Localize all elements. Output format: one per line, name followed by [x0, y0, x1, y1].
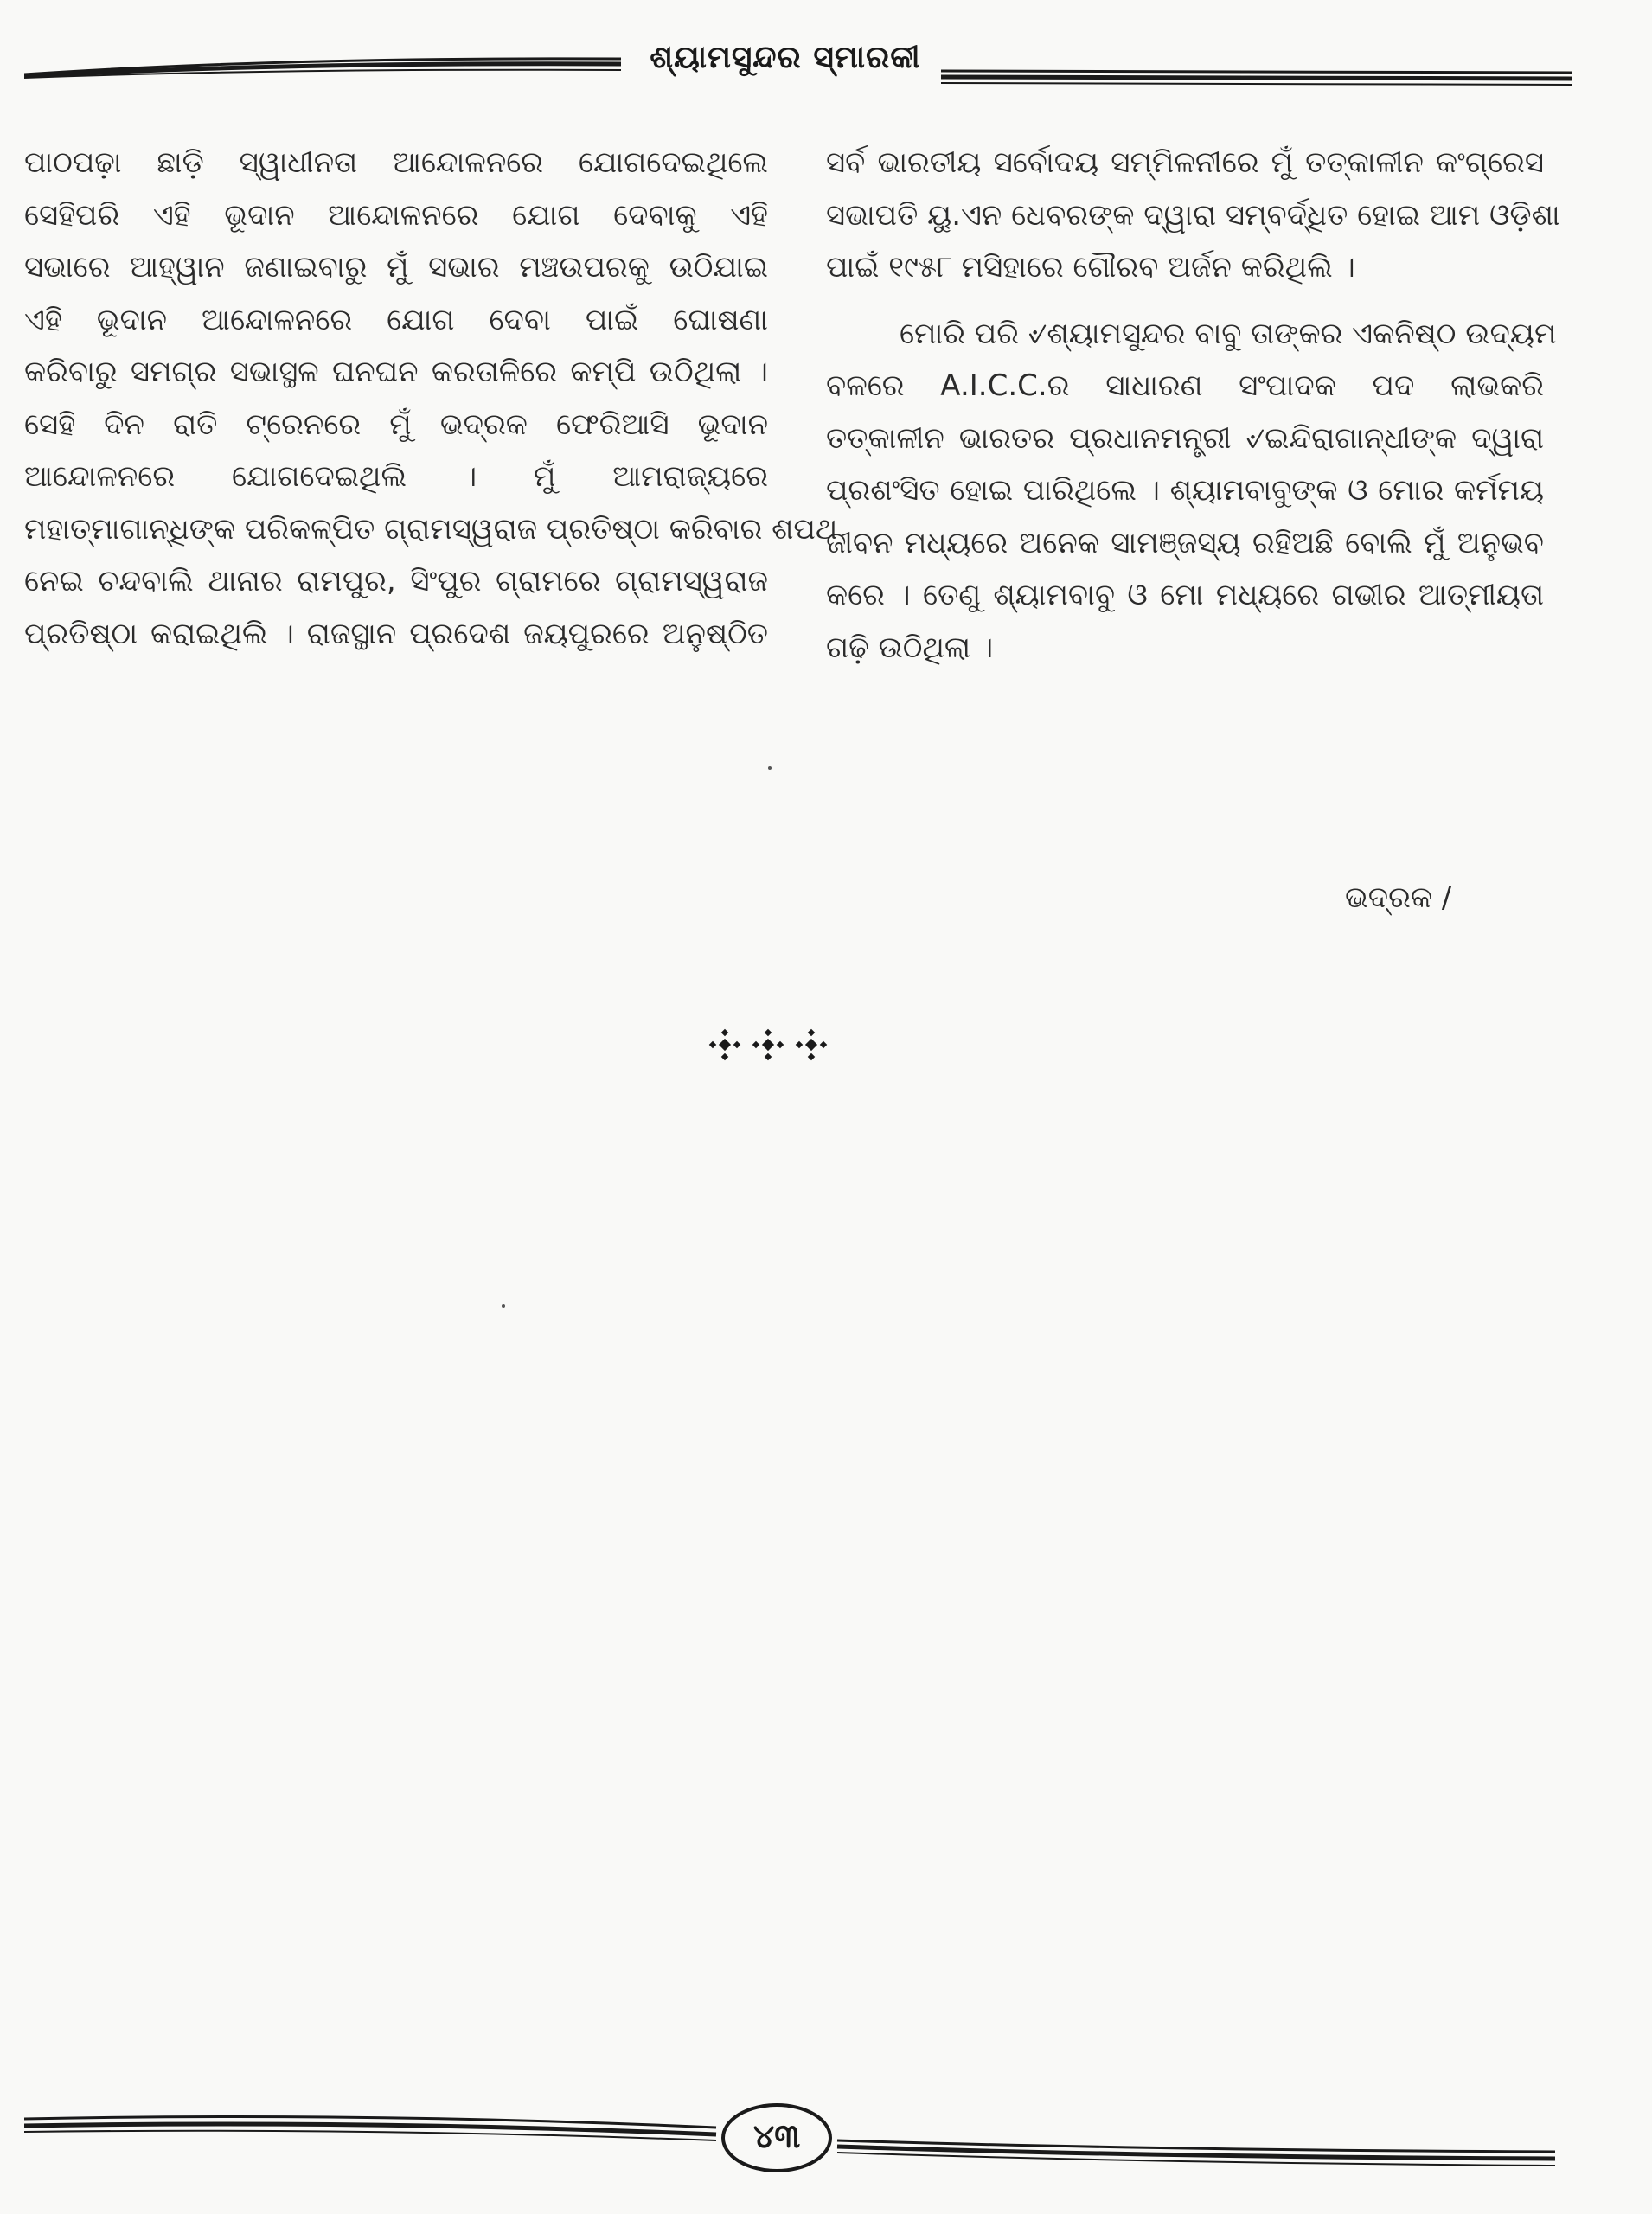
- text-line: ସର୍ବ ଭାରତୀୟ ସର୍ବୋଦୟ ସମ୍ମିଳନୀରେ ମୁଁ ତତ୍କାଳୀନ କଂଗ୍ରେସ: [826, 145, 1544, 180]
- text-line: ସେହିପରି ଏହି ଭୂଦାନ ଆନ୍ଦୋଳନରେ ଯୋଗ ଦେବାକୁ ଏହି: [24, 197, 768, 233]
- text-line: ଗଢ଼ି ଉଠିଥିଲା ।: [826, 630, 994, 665]
- text-line: ମହାତ୍ମାଗାନ୍ଧିଙ୍କ ପରିକଳ୍ପିତ ଗ୍ରାମସ୍ୱରାଜ ପ୍ରତିଷ୍ଠା କରିବାର ଶପଥ: [24, 511, 838, 547]
- text-line: ସେହି ଦିନ ରାତି ଟ୍ରେନରେ ମୁଁ ଭଦ୍ରକ ଫେରିଆସି ଭୂଦାନ: [24, 406, 768, 442]
- speck: [768, 766, 772, 770]
- right-column: [826, 137, 1560, 674]
- text-line: ପାଠପଢ଼ା ଛାଡ଼ି ସ୍ୱାଧୀନତା ଆନ୍ଦୋଳନରେ ଯୋଗଦେଇଥିଲେ: [24, 145, 768, 180]
- text-line: ବଳରେ A.I.C.C.ର ସାଧାରଣ ସଂପାଦକ ପଦ ଲାଭକରି: [826, 368, 1544, 403]
- text-line: ସଭାରେ ଆହ୍ୱାନ ଜଣାଇବାରୁ ମୁଁ ସଭାର ମଞ୍ଚଉପରକୁ ଉଠିଯାଇ: [24, 250, 768, 285]
- text-line: ନେଇ ଚନ୍ଦବାଲି ଥାନାର ରାମପୁର, ସିଂପୁର ଗ୍ରାମରେ ଗ୍ରାମସ୍ୱରାଜ: [24, 564, 768, 598]
- header-title: ଶ୍ୟାମସୁନ୍ଦର ସ୍ମାରକୀ: [650, 40, 921, 75]
- paragraph-gap: [826, 294, 1544, 308]
- text-line: ମୋରି ପରି ୰ଶ୍ୟାମସୁନ୍ଦର ବାବୁ ତାଙ୍କର ଏକନିଷ୍ଠ ଉଦ୍ୟମ: [900, 316, 1557, 351]
- paragraph-1: [826, 137, 1560, 294]
- text-line: ଜୀବନ ମଧ୍ୟରେ ଅନେକ ସାମଞ୍ଜସ୍ୟ ରହିଅଛି ବୋଲି ମୁଁ ଅନୁଭବ: [826, 525, 1544, 560]
- text-line: କରିବାରୁ ସମଗ୍ର ସଭାସ୍ଥଳ ଘନଘନ କରତାଳିରେ କମ୍ପି ଉଠିଥିଲା ।: [24, 355, 768, 389]
- text-line: ପ୍ରତିଷ୍ଠା କରାଇଥିଲି । ରାଜସ୍ଥାନ ପ୍ରଦେଶ ଜୟପୁରରେ ଅନୁଷ୍ଠିତ: [24, 616, 768, 651]
- text-line: କରେ । ତେଣୁ ଶ୍ୟାମବାବୁ ଓ ମୋ ମଧ୍ୟରେ ଗଭୀର ଆତ୍ମୀୟତା: [826, 578, 1544, 612]
- text-line: ତତ୍କାଳୀନ ଭାରତର ପ୍ରଧାନମନ୍ତ୍ରୀ ୰ଇନ୍ଦିରାଗାନ୍ଧୀଙ୍କ ଦ୍ୱାରା: [826, 420, 1544, 456]
- left-column: [24, 137, 838, 660]
- page-number: ୪୩: [752, 2117, 801, 2155]
- text-line: ଆନ୍ଦୋଳନରେ ଯୋଗଦେଇଥିଲି । ମୁଁ ଆମରାଜ୍ୟରେ: [24, 459, 768, 494]
- text-line: ସଭାପତି ୟୁ.ଏନ ଧେବରଙ୍କ ଦ୍ୱାରା ସମ୍ବର୍ଦ୍ଧିତ ହୋଇ ଆମ ଓଡ଼ିଶା: [826, 197, 1560, 233]
- signoff-place: ଭଦ୍ରକ /: [1345, 880, 1452, 915]
- text-line: ପ୍ରଶଂସିତ ହୋଇ ପାରିଥିଲେ । ଶ୍ୟାମବାବୁଙ୍କ ଓ ମୋର କର୍ମମୟ: [826, 473, 1544, 508]
- header-rule-right: [941, 67, 1572, 93]
- text-line: ଏହି ଭୂଦାନ ଆନ୍ଦୋଳନରେ ଯୋଗ ଦେବା ପାଇଁ ଘୋଷଣା: [24, 302, 768, 337]
- header-rule-left: [24, 54, 621, 80]
- paragraph-2: [826, 308, 1557, 675]
- page-footer: [24, 2093, 1555, 2188]
- text-line: ପାଇଁ ୧୯୫୮ ମସିହାରେ ଗୌରବ ଅର୍ଜନ କରିଥିଲି ।: [826, 250, 1355, 285]
- speck: [502, 1304, 505, 1308]
- section-end-ornament-icon: [708, 1027, 829, 1062]
- page-header: [24, 24, 1555, 102]
